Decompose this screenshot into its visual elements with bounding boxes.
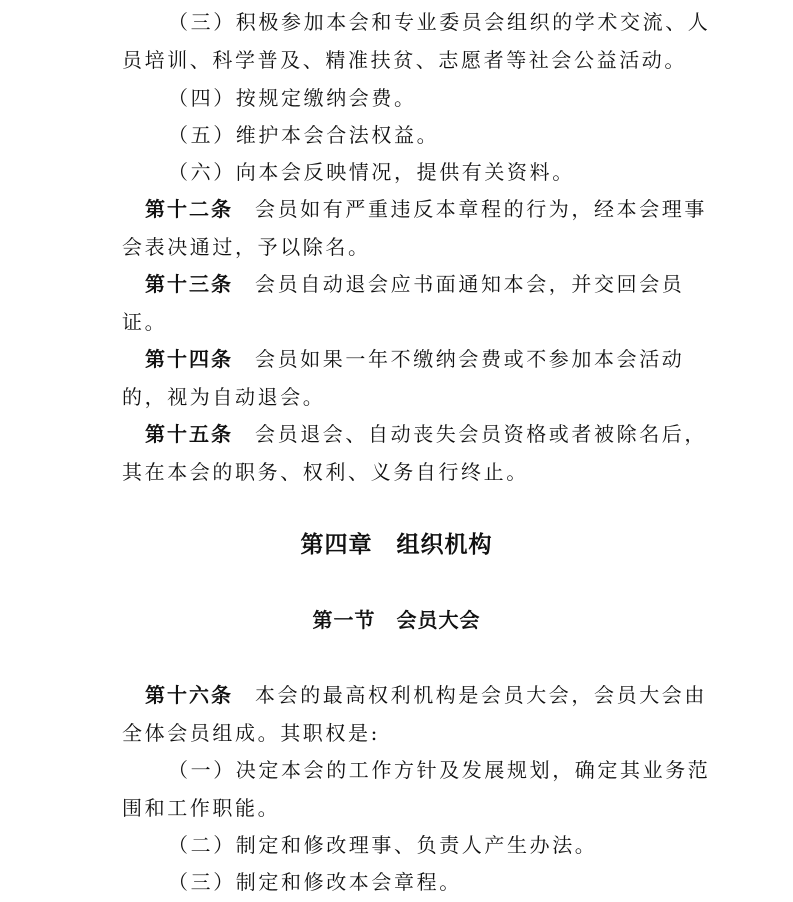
article-label: 第十五条 bbox=[145, 422, 233, 446]
article-16 bbox=[145, 683, 707, 707]
article-12 bbox=[145, 197, 707, 221]
text-line: （三）积极参加本会和专业委员会组织的学术交流、人 bbox=[168, 10, 711, 34]
section-title: 第一节 会员大会 bbox=[312, 608, 481, 632]
text-line: （六）向本会反映情况，提供有关资料。 bbox=[168, 160, 575, 184]
article-label: 第十六条 bbox=[145, 683, 233, 707]
article-text: 会员自动退会应书面通知本会，并交回会员 bbox=[255, 272, 685, 296]
text-line: 其在本会的职务、权利、义务自行终止。 bbox=[122, 460, 529, 484]
text-line: 会表决通过，予以除名。 bbox=[122, 235, 371, 259]
article-label: 第十四条 bbox=[145, 347, 233, 371]
text-line: （一）决定本会的工作方针及发展规划，确定其业务范 bbox=[168, 758, 711, 782]
article-15 bbox=[145, 422, 707, 446]
article-text: 会员如果一年不缴纳会费或不参加本会活动 bbox=[255, 347, 685, 371]
text-line: 证。 bbox=[122, 310, 168, 334]
text-line: 员培训、科学普及、精准扶贫、志愿者等社会公益活动。 bbox=[122, 48, 687, 72]
text-line: 的，视为自动退会。 bbox=[122, 385, 326, 409]
article-text: 会员退会、自动丧失会员资格或者被除名后， bbox=[255, 422, 707, 446]
text-line: （四）按规定缴纳会费。 bbox=[168, 86, 417, 110]
article-13 bbox=[145, 272, 684, 296]
article-text: 会员如有严重违反本章程的行为，经本会理事 bbox=[255, 197, 707, 221]
text-line: 围和工作职能。 bbox=[122, 796, 281, 820]
text-line: （二）制定和修改理事、负责人产生办法。 bbox=[168, 833, 598, 857]
article-14 bbox=[145, 347, 684, 371]
article-label: 第十二条 bbox=[145, 197, 233, 221]
text-line: （三）制定和修改本会章程。 bbox=[168, 870, 462, 894]
article-text: 本会的最高权利机构是会员大会，会员大会由 bbox=[255, 683, 707, 707]
article-label: 第十三条 bbox=[145, 272, 233, 296]
text-line: （五）维护本会合法权益。 bbox=[168, 123, 440, 147]
chapter-title: 第四章 组织机构 bbox=[300, 532, 493, 558]
text-line: 全体会员组成。其职权是: bbox=[122, 721, 380, 745]
